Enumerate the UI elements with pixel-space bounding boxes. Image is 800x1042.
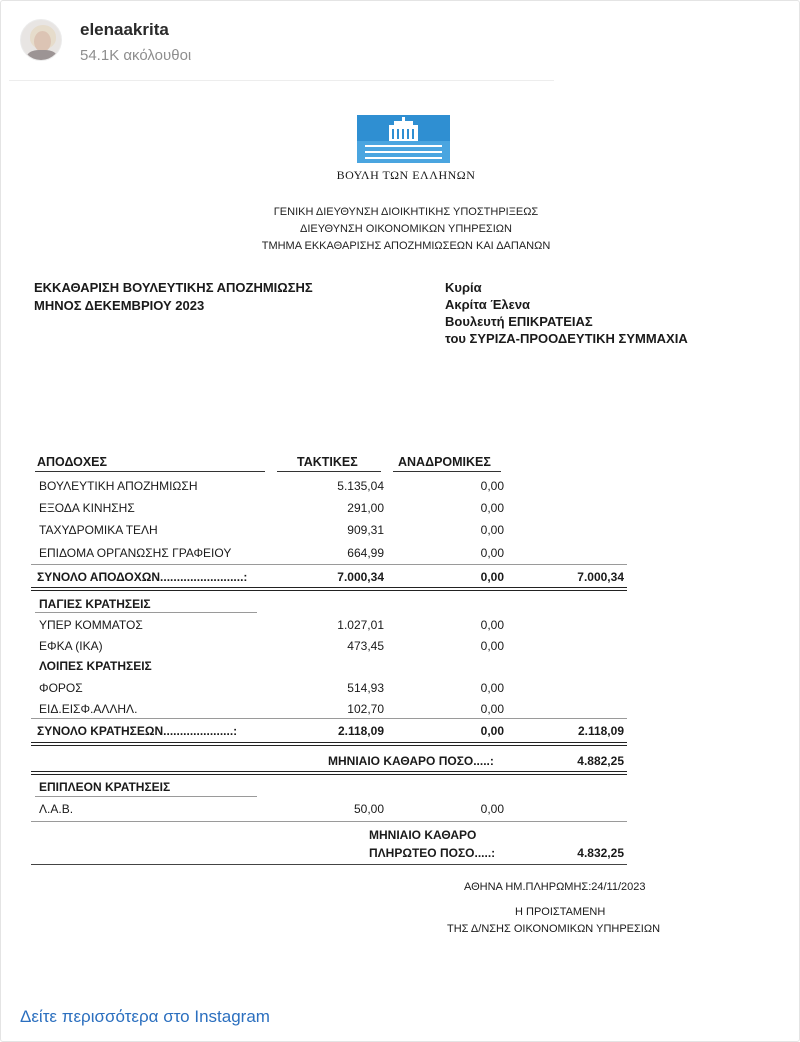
deductions-total-regular: 2.118,09 <box>337 724 384 738</box>
row-label: ΥΠΕΡ ΚΟΜΜΑΤΟΣ <box>39 618 143 632</box>
header-underline <box>393 471 501 472</box>
post-header <box>1 1 800 81</box>
recipient-line: του ΣΥΡΙΖΑ-ΠΡΟΟΔΕΥΤΙΚΗ ΣΥΜΜΑΧΙΑ <box>445 331 688 346</box>
earnings-total-regular: 7.000,34 <box>337 570 384 584</box>
recipient-line: Βουλευτή ΕΠΙΚΡΑΤΕΙΑΣ <box>445 314 593 329</box>
deductions-total-label: ΣΥΝΟΛΟ ΚΡΑΤΗΣΕΩΝ.....................: <box>37 724 238 738</box>
row-regular: 291,00 <box>347 501 384 515</box>
row-label: ΕΦΚΑ (ΙΚΑ) <box>39 639 103 653</box>
signature-department: ΤΗΣ Δ/ΝΣΗΣ ΟΙΚΟΝΟΜΙΚΩΝ ΥΠΗΡΕΣΙΩΝ <box>447 923 661 935</box>
row-label: ΤΑΧΥΔΡΟΜΙΚΑ ΤΕΛΗ <box>39 523 158 537</box>
parliament-name: ΒΟΥΛΗ ΤΩΝ ΕΛΛΗΝΩΝ <box>336 168 476 182</box>
column-header-regular: ΤΑΚΤΙΚΕΣ <box>297 455 358 469</box>
header-underline <box>35 471 265 472</box>
deductions-total-sum: 2.118,09 <box>577 724 624 738</box>
row-regular: 50,00 <box>353 802 384 816</box>
row-regular: 909,31 <box>347 523 384 537</box>
document-title <box>34 279 313 315</box>
row-retro: 0,00 <box>480 802 504 816</box>
row-label: ΕΠΙΔΟΜΑ ΟΡΓΑΝΩΣΗΣ ΓΡΑΦΕΙΟΥ <box>39 546 232 560</box>
row-separator <box>31 864 627 865</box>
title-line: ΜΗΝΟΣ ΔΕΚΕΜΒΡΙΟΥ 2023 <box>34 298 205 313</box>
total-rule <box>31 771 627 775</box>
header-divider <box>9 80 554 81</box>
avatar[interactable] <box>20 19 62 61</box>
row-retro: 0,00 <box>480 479 504 493</box>
row-retro: 0,00 <box>480 639 504 653</box>
title-line: ΕΚΚΑΘΑΡΙΣΗ ΒΟΥΛΕΥΤΙΚΗΣ ΑΠΟΖΗΜΙΩΣΗΣ <box>34 280 313 295</box>
row-label: ΕΞΟΔΑ ΚΙΝΗΣΗΣ <box>39 501 135 515</box>
net-payable-value: 4.832,25 <box>577 846 624 860</box>
column-header-earnings: ΑΠΟΔΟΧΕΣ <box>37 455 107 469</box>
followers-count: 54.1K ακόλουθοι <box>80 47 192 64</box>
row-label: ΒΟΥΛΕΥΤΙΚΗ ΑΠΟΖΗΜΙΩΣΗ <box>39 479 198 493</box>
row-retro: 0,00 <box>480 501 504 515</box>
row-regular: 5.135,04 <box>337 479 384 493</box>
recipient-line: Κυρία <box>445 280 482 295</box>
row-regular: 1.027,01 <box>337 618 384 632</box>
section-underline <box>35 796 257 797</box>
section-underline <box>35 612 257 613</box>
row-retro: 0,00 <box>480 546 504 560</box>
other-deductions-title: ΛΟΙΠΕΣ ΚΡΑΤΗΣΕΙΣ <box>39 659 152 673</box>
column-header-retroactive: ΑΝΑΔΡΟΜΙΚΕΣ <box>398 455 491 469</box>
earnings-total-retro: 0,00 <box>480 570 504 584</box>
row-separator <box>31 718 627 719</box>
row-regular: 473,45 <box>347 639 384 653</box>
place-date: ΑΘΗΝΑ ΗΜ.ΠΛΗΡΩΜΗΣ:24/11/2023 <box>464 881 646 893</box>
admin-line: ΔΙΕΥΘΥΝΣΗ ΟΙΚΟΝΟΜΙΚΩΝ ΥΠΗΡΕΣΙΩΝ <box>300 223 512 235</box>
header-underline <box>277 471 381 472</box>
row-label: ΦΟΡΟΣ <box>39 681 83 695</box>
row-separator <box>31 564 627 565</box>
total-rule <box>31 587 627 591</box>
extra-deductions-title: ΕΠΙΠΛΕΟΝ ΚΡΑΤΗΣΕΙΣ <box>39 780 171 794</box>
row-regular: 514,93 <box>347 681 384 695</box>
row-regular: 664,99 <box>347 546 384 560</box>
recipient-block <box>445 279 688 347</box>
row-retro: 0,00 <box>480 618 504 632</box>
admin-line: ΤΜΗΜΑ ΕΚΚΑΘΑΡΙΣΗΣ ΑΠΟΖΗΜΙΩΣΕΩΝ ΚΑΙ ΔΑΠΑΝΩΝ <box>261 240 551 252</box>
deductions-total-retro: 0,00 <box>480 724 504 738</box>
payslip-document-image[interactable] <box>1 91 800 981</box>
recipient-line: Ακρίτα Έλενα <box>445 297 531 312</box>
total-rule <box>31 742 627 746</box>
view-more-on-instagram-link[interactable]: Δείτε περισσότερα στο Instagram <box>20 1007 270 1026</box>
parliament-logo <box>357 115 450 163</box>
monthly-net-value: 4.882,25 <box>577 754 624 768</box>
row-label: Λ.Α.Β. <box>39 802 74 816</box>
row-retro: 0,00 <box>480 681 504 695</box>
monthly-net-label: ΜΗΝΙΑΙΟ ΚΑΘΑΡΟ ΠΟΣΟ.....: <box>328 754 494 768</box>
net-payable-label-line1: ΜΗΝΙΑΙΟ ΚΑΘΑΡΟ <box>369 828 477 842</box>
row-retro: 0,00 <box>480 702 504 716</box>
earnings-total-label: ΣΥΝΟΛΟ ΑΠΟΔΟΧΩΝ.........................: <box>37 570 248 584</box>
row-retro: 0,00 <box>480 523 504 537</box>
fixed-deductions-title: ΠΑΓΙΕΣ ΚΡΑΤΗΣΕΙΣ <box>39 597 151 611</box>
earnings-total-sum: 7.000,34 <box>577 570 624 584</box>
row-label: ΕΙΔ.ΕΙΣΦ.ΑΛΛΗΛ. <box>39 702 138 716</box>
admin-heading <box>181 204 631 255</box>
net-payable-label-line2: ΠΛΗΡΩΤΕΟ ΠΟΣΟ.....: <box>369 846 496 860</box>
row-regular: 102,70 <box>347 702 384 716</box>
row-separator <box>31 821 627 822</box>
username[interactable]: elenaakrita <box>80 20 169 39</box>
admin-line: ΓΕΝΙΚΗ ΔΙΕΥΘΥΝΣΗ ΔΙΟΙΚΗΤΙΚΗΣ ΥΠΟΣΤΗΡΙΞΕΩΣ <box>273 206 539 218</box>
signature-title: Η ΠΡΟΙΣΤΑΜΕΝΗ <box>515 906 606 918</box>
